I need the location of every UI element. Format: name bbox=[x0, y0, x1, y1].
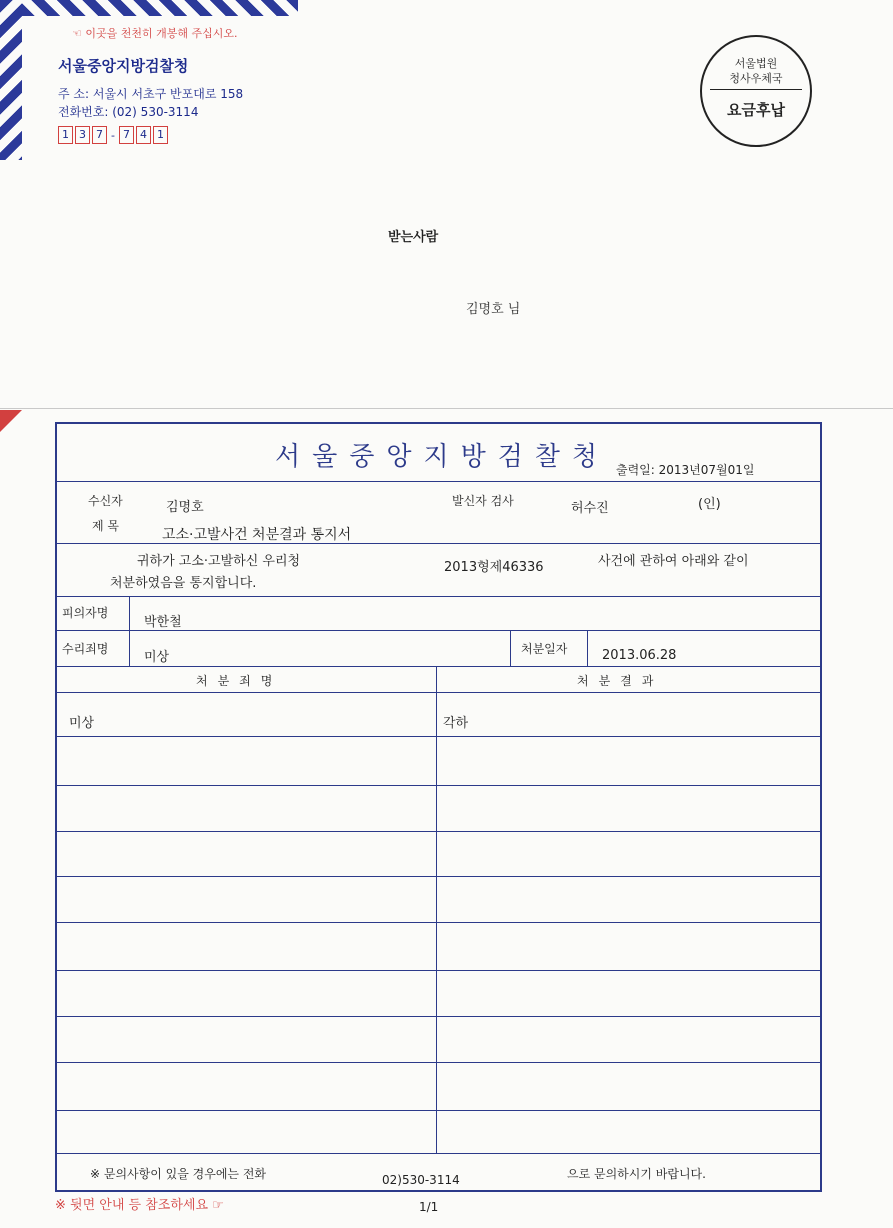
back-side-note: ※ 뒷면 안내 등 참조하세요 ☞ bbox=[55, 1198, 224, 1213]
zip-digit: 3 bbox=[75, 126, 90, 144]
sender-phone bbox=[58, 103, 198, 120]
disposition-date-value: 2013.06.28 bbox=[602, 648, 677, 663]
sender-name: 서울중앙지방검찰청 bbox=[58, 57, 189, 75]
zip-code bbox=[58, 126, 168, 144]
rule bbox=[55, 831, 820, 832]
column-header-crime: 처분죄명 bbox=[196, 674, 283, 688]
airmail-border-top bbox=[22, 0, 298, 16]
fold-line bbox=[0, 408, 893, 409]
rule bbox=[55, 692, 820, 693]
subject-label: 제 목 bbox=[92, 519, 119, 533]
sender-value: 허수진 bbox=[571, 501, 609, 516]
phone-value: : (02) 530-3114 bbox=[104, 105, 199, 119]
charge-value: 미상 bbox=[144, 650, 170, 665]
airmail-border-left bbox=[0, 0, 22, 160]
case-number: 2013형제46336 bbox=[444, 560, 544, 575]
rule bbox=[55, 596, 820, 597]
rule bbox=[55, 922, 820, 923]
row-crime-value: 미상 bbox=[69, 716, 95, 731]
rule bbox=[55, 1062, 820, 1063]
rule bbox=[55, 736, 820, 737]
print-date: 출력일: 2013년07월01일 bbox=[616, 463, 755, 477]
stamp-line-2: 청사우체국 bbox=[729, 72, 783, 85]
footer-phone: 02)530-3114 bbox=[382, 1173, 460, 1187]
disposition-date-label: 처분일자 bbox=[521, 642, 568, 656]
receiver-label: 수신자 bbox=[88, 494, 123, 508]
body-line-1a: 귀하가 고소·고발하신 우리청 bbox=[137, 554, 301, 569]
rule bbox=[55, 970, 820, 971]
address-label: 주 소 bbox=[58, 87, 85, 101]
suspect-value: 박한철 bbox=[144, 615, 182, 630]
suspect-label: 피의자명 bbox=[62, 606, 109, 620]
rule bbox=[55, 1016, 820, 1017]
rule bbox=[55, 481, 820, 482]
zip-digit: 7 bbox=[119, 126, 134, 144]
zip-digit: 1 bbox=[153, 126, 168, 144]
charge-label: 수리죄명 bbox=[62, 642, 109, 656]
sender-label: 발신자 검사 bbox=[452, 494, 514, 508]
row-result-value: 각하 bbox=[443, 716, 469, 731]
zip-dash: - bbox=[111, 128, 115, 142]
form-title: 서울중앙지방검찰청 bbox=[275, 442, 610, 472]
rule bbox=[55, 785, 820, 786]
sender-address bbox=[58, 85, 243, 102]
column-header-result: 처분결과 bbox=[577, 674, 664, 688]
rule bbox=[55, 1110, 820, 1111]
recipient-name: 김명호 님 bbox=[466, 302, 521, 317]
rule bbox=[510, 630, 511, 666]
page-number: 1/1 bbox=[419, 1200, 439, 1214]
body-line-1b: 사건에 관하여 아래와 같이 bbox=[598, 554, 749, 569]
phone-label: 전화번호 bbox=[58, 105, 105, 119]
rule bbox=[436, 666, 437, 1153]
recipient-label: 받는사람 bbox=[388, 230, 439, 245]
subject-value: 고소·고발사건 처분결과 통지서 bbox=[162, 527, 352, 543]
rule bbox=[55, 1153, 820, 1154]
address-value: : 서울시 서초구 반포대로 158 bbox=[85, 87, 244, 101]
postage-stamp bbox=[700, 35, 812, 147]
zip-digit: 7 bbox=[92, 126, 107, 144]
footer-tail: 으로 문의하시기 바랍니다. bbox=[567, 1167, 706, 1181]
fold-corner-marker bbox=[0, 410, 22, 432]
stamp-line-3: 요금후납 bbox=[727, 101, 785, 119]
rule bbox=[587, 630, 588, 666]
receiver-value: 김명호 bbox=[166, 500, 204, 515]
zip-digit: 4 bbox=[136, 126, 151, 144]
rule bbox=[129, 596, 130, 666]
seal-mark: (인) bbox=[698, 497, 721, 512]
stamp-line-1: 서울법원 bbox=[734, 57, 778, 70]
rule bbox=[55, 876, 820, 877]
rule bbox=[55, 666, 820, 667]
body-line-2: 처분하였음을 통지합니다. bbox=[110, 576, 257, 591]
rule bbox=[55, 630, 820, 631]
footer-note: ※ 문의사항이 있을 경우에는 전화 bbox=[90, 1167, 267, 1181]
open-notice: ☜ 이곳을 천천히 개봉해 주십시오. bbox=[72, 27, 238, 40]
zip-digit: 1 bbox=[58, 126, 73, 144]
stamp-divider bbox=[710, 89, 802, 90]
